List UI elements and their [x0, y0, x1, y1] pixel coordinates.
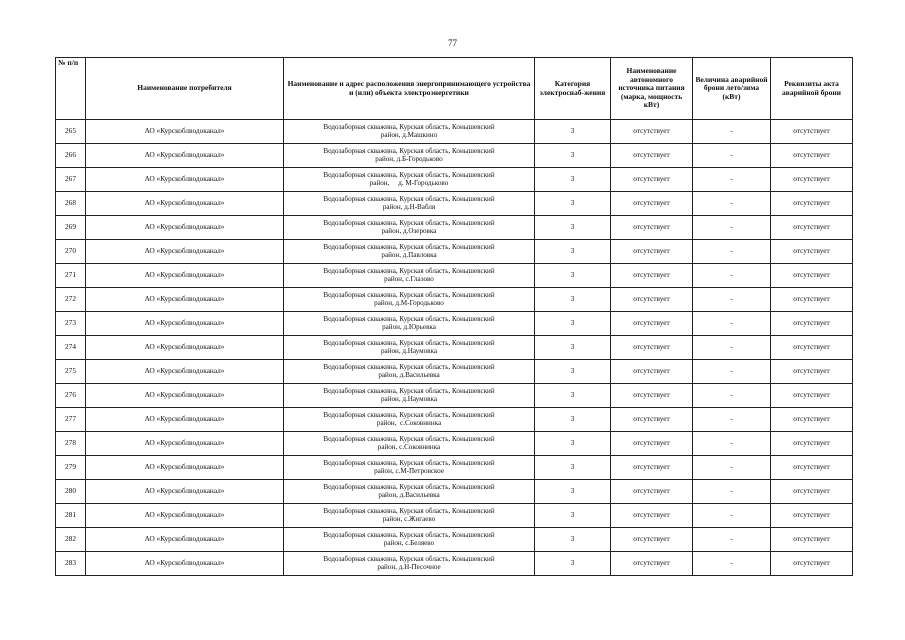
row-source: отсутствует: [611, 264, 693, 288]
row-num: 277: [56, 408, 86, 432]
row-act: отсутствует: [771, 528, 853, 552]
row-source: отсутствует: [611, 336, 693, 360]
row-source: отсутствует: [611, 240, 693, 264]
table-row: [56, 312, 853, 336]
object-line-2: район, с.Глазово: [384, 274, 434, 283]
row-object: [284, 312, 535, 336]
object-line-1: Водозаборная скважина, Курская область, Конышевский: [323, 314, 495, 323]
row-reserve: -: [693, 288, 771, 312]
row-category: 3: [535, 264, 611, 288]
row-category: 3: [535, 504, 611, 528]
row-reserve: -: [693, 216, 771, 240]
object-line-1: Водозаборная скважина, Курская область, Конышевский: [323, 266, 495, 275]
object-line-1: Водозаборная скважина, Курская область, Конышевский: [323, 554, 495, 563]
row-category: 3: [535, 168, 611, 192]
row-num: 274: [56, 336, 86, 360]
row-act: отсутствует: [771, 120, 853, 144]
row-consumer: АО «Курскоблводоканал»: [86, 528, 284, 552]
row-category: 3: [535, 360, 611, 384]
table-row: [56, 288, 853, 312]
object-line-1: Водозаборная скважина, Курская область, Конышевский: [323, 290, 495, 299]
row-num: 276: [56, 384, 86, 408]
row-consumer: АО «Курскоблводоканал»: [86, 216, 284, 240]
object-line-2: район, д.М-Городьково: [374, 298, 444, 307]
row-category: 3: [535, 480, 611, 504]
row-consumer: АО «Курскоблводоканал»: [86, 192, 284, 216]
row-category: 3: [535, 144, 611, 168]
header-act: Реквизиты акта аварийной брони: [771, 58, 853, 120]
row-reserve: -: [693, 240, 771, 264]
object-line-2: район, д.Васильевка: [378, 490, 440, 499]
row-consumer: АО «Курскоблводоканал»: [86, 336, 284, 360]
row-object: [284, 216, 535, 240]
object-line-1: Водозаборная скважина, Курская область, Конышевский: [323, 506, 495, 515]
header-row: [56, 58, 853, 120]
row-consumer: АО «Курскоблводоканал»: [86, 240, 284, 264]
row-reserve: -: [693, 144, 771, 168]
row-source: отсутствует: [611, 288, 693, 312]
row-source: отсутствует: [611, 192, 693, 216]
row-reserve: -: [693, 360, 771, 384]
row-object: [284, 192, 535, 216]
row-reserve: -: [693, 528, 771, 552]
object-line-1: Водозаборная скважина, Курская область, Конышевский: [323, 338, 495, 347]
object-line-2: район, д.Б-Городьково: [375, 154, 443, 163]
row-num: 278: [56, 432, 86, 456]
object-line-1: Водозаборная скважина, Курская область, Конышевский: [323, 170, 495, 179]
row-reserve: -: [693, 456, 771, 480]
row-act: отсутствует: [771, 384, 853, 408]
row-object: [284, 432, 535, 456]
row-source: отсутствует: [611, 168, 693, 192]
row-category: 3: [535, 216, 611, 240]
row-consumer: АО «Курскоблводоканал»: [86, 120, 284, 144]
table-row: [56, 240, 853, 264]
page-number: 77: [448, 38, 457, 48]
object-line-2: район, д.Озеровка: [381, 226, 437, 235]
row-num: 269: [56, 216, 86, 240]
row-source: отсутствует: [611, 144, 693, 168]
row-reserve: -: [693, 120, 771, 144]
row-reserve: -: [693, 312, 771, 336]
row-act: отсутствует: [771, 432, 853, 456]
row-act: отсутствует: [771, 408, 853, 432]
row-consumer: АО «Курскоблводоканал»: [86, 432, 284, 456]
row-category: 3: [535, 552, 611, 576]
row-act: отсутствует: [771, 168, 853, 192]
table-row: [56, 408, 853, 432]
row-num: 280: [56, 480, 86, 504]
row-act: отсутствует: [771, 144, 853, 168]
row-source: отсутствует: [611, 216, 693, 240]
consumer-table: [55, 57, 853, 576]
object-line-2: район, с.Соковнинка: [376, 418, 442, 427]
object-line-2: район, д. М-Городьково: [369, 178, 449, 187]
row-consumer: АО «Курскоблводоканал»: [86, 504, 284, 528]
object-line-1: Водозаборная скважина, Курская область, Конышевский: [323, 458, 495, 467]
row-consumer: АО «Курскоблводоканал»: [86, 456, 284, 480]
table-row: [56, 168, 853, 192]
row-reserve: -: [693, 336, 771, 360]
row-act: отсутствует: [771, 312, 853, 336]
row-source: отсутствует: [611, 432, 693, 456]
row-category: 3: [535, 120, 611, 144]
row-num: 268: [56, 192, 86, 216]
row-source: отсутствует: [611, 360, 693, 384]
table-row: [56, 144, 853, 168]
row-object: [284, 264, 535, 288]
table-row: [56, 456, 853, 480]
row-act: отсутствует: [771, 504, 853, 528]
row-reserve: -: [693, 408, 771, 432]
object-line-1: Водозаборная скважина, Курская область, Конышевский: [323, 362, 495, 371]
row-consumer: АО «Курскоблводоканал»: [86, 312, 284, 336]
row-category: 3: [535, 192, 611, 216]
table-header: [56, 58, 853, 120]
table-row: [56, 528, 853, 552]
object-line-1: Водозаборная скважина, Курская область, Конышевский: [323, 194, 495, 203]
row-consumer: АО «Курскоблводоканал»: [86, 264, 284, 288]
row-object: [284, 120, 535, 144]
row-act: отсутствует: [771, 264, 853, 288]
row-reserve: -: [693, 432, 771, 456]
row-act: отсутствует: [771, 288, 853, 312]
row-category: 3: [535, 384, 611, 408]
table-row: [56, 432, 853, 456]
row-consumer: АО «Курскоблводоканал»: [86, 168, 284, 192]
row-num: 271: [56, 264, 86, 288]
row-object: [284, 360, 535, 384]
row-source: отсутствует: [611, 552, 693, 576]
row-reserve: -: [693, 504, 771, 528]
object-line-2: район, д.Павловка: [381, 250, 437, 259]
object-line-2: район, д.Наумовка: [380, 394, 437, 403]
table-row: [56, 360, 853, 384]
row-consumer: АО «Курскоблводоканал»: [86, 288, 284, 312]
row-num: 273: [56, 312, 86, 336]
row-act: отсутствует: [771, 552, 853, 576]
header-category: Категория электроснаб-жения: [535, 58, 611, 120]
object-line-2: район, д.Юрьевка: [382, 322, 436, 331]
row-object: [284, 528, 535, 552]
row-source: отсутствует: [611, 504, 693, 528]
row-category: 3: [535, 312, 611, 336]
row-act: отсутствует: [771, 192, 853, 216]
row-category: 3: [535, 408, 611, 432]
row-object: [284, 144, 535, 168]
object-line-1: Водозаборная скважина, Курская область, Конышевский: [323, 242, 495, 251]
object-line-1: Водозаборная скважина, Курская область, Конышевский: [323, 410, 495, 419]
object-line-2: район, с.М-Петровское: [374, 466, 444, 475]
row-reserve: -: [693, 192, 771, 216]
row-act: отсутствует: [771, 360, 853, 384]
row-reserve: -: [693, 168, 771, 192]
header-source: Наименование автономного источника питания (марка, мощность кВт): [611, 58, 693, 120]
row-category: 3: [535, 336, 611, 360]
table-row: [56, 120, 853, 144]
table-row: [56, 384, 853, 408]
row-reserve: -: [693, 552, 771, 576]
row-category: 3: [535, 432, 611, 456]
row-act: отсутствует: [771, 456, 853, 480]
object-line-2: район, с.Беляево: [383, 538, 435, 547]
table-row: [56, 336, 853, 360]
row-num: 275: [56, 360, 86, 384]
object-line-1: Водозаборная скважина, Курская область, Конышевский: [323, 482, 495, 491]
row-category: 3: [535, 456, 611, 480]
header-reserve: Величина аварийной брони лето/зима (кВт): [693, 58, 771, 120]
object-line-2: район, д.Н-Песочное: [377, 562, 441, 571]
table-row: [56, 216, 853, 240]
row-source: отсутствует: [611, 480, 693, 504]
row-source: отсутствует: [611, 384, 693, 408]
row-num: 267: [56, 168, 86, 192]
table-row: [56, 504, 853, 528]
row-num: 282: [56, 528, 86, 552]
row-object: [284, 480, 535, 504]
row-num: 266: [56, 144, 86, 168]
row-source: отсутствует: [611, 408, 693, 432]
row-category: 3: [535, 528, 611, 552]
row-num: 272: [56, 288, 86, 312]
row-reserve: -: [693, 264, 771, 288]
row-reserve: -: [693, 480, 771, 504]
row-consumer: АО «Курскоблводоканал»: [86, 480, 284, 504]
object-line-2: район, с.Жигаево: [382, 514, 436, 523]
row-source: отсутствует: [611, 312, 693, 336]
table-row: [56, 192, 853, 216]
row-object: [284, 240, 535, 264]
row-object: [284, 168, 535, 192]
table-row: [56, 264, 853, 288]
object-line-1: Водозаборная скважина, Курская область, Конышевский: [323, 218, 495, 227]
header-object: Наименование и адрес расположения энергопринимающего устройства и (или) объекта электроэнергетики: [284, 58, 535, 120]
row-consumer: АО «Курскоблводоканал»: [86, 144, 284, 168]
row-num: 270: [56, 240, 86, 264]
object-line-1: Водозаборная скважина, Курская область, Конышевский: [323, 434, 495, 443]
object-line-1: Водозаборная скважина, Курская область, Конышевский: [323, 386, 495, 395]
row-num: 283: [56, 552, 86, 576]
row-act: отсутствует: [771, 480, 853, 504]
row-consumer: АО «Курскоблводоканал»: [86, 552, 284, 576]
row-object: [284, 504, 535, 528]
object-line-1: Водозаборная скважина, Курская область, Конышевский: [323, 122, 495, 131]
row-consumer: АО «Курскоблводоканал»: [86, 408, 284, 432]
object-line-2: район, д.Машкино: [380, 130, 438, 139]
object-line-2: район, с.Соковнинка: [377, 442, 441, 451]
object-line-2: район, д.Наумовка: [380, 346, 437, 355]
object-line-1: Водозаборная скважина, Курская область, Конышевский: [323, 530, 495, 539]
row-source: отсутствует: [611, 528, 693, 552]
object-line-1: Водозаборная скважина, Курская область, Конышевский: [323, 146, 495, 155]
row-object: [284, 288, 535, 312]
row-num: 265: [56, 120, 86, 144]
row-reserve: -: [693, 384, 771, 408]
object-line-2: район, д.Н-Вабля: [382, 202, 436, 211]
row-object: [284, 456, 535, 480]
row-consumer: АО «Курскоблводоканал»: [86, 360, 284, 384]
row-object: [284, 384, 535, 408]
row-category: 3: [535, 240, 611, 264]
row-category: 3: [535, 288, 611, 312]
row-consumer: АО «Курскоблводоканал»: [86, 384, 284, 408]
row-source: отсутствует: [611, 120, 693, 144]
object-line-2: район, д.Васильевка: [378, 370, 440, 379]
row-source: отсутствует: [611, 456, 693, 480]
table-body: [56, 120, 853, 576]
row-object: [284, 408, 535, 432]
table-row: [56, 480, 853, 504]
row-act: отсутствует: [771, 216, 853, 240]
row-num: 279: [56, 456, 86, 480]
row-object: [284, 552, 535, 576]
row-object: [284, 336, 535, 360]
header-consumer: Наименование потребителя: [86, 58, 284, 120]
row-act: отсутствует: [771, 240, 853, 264]
header-num: № п/п: [56, 58, 86, 120]
row-num: 281: [56, 504, 86, 528]
row-act: отсутствует: [771, 336, 853, 360]
table-row: [56, 552, 853, 576]
